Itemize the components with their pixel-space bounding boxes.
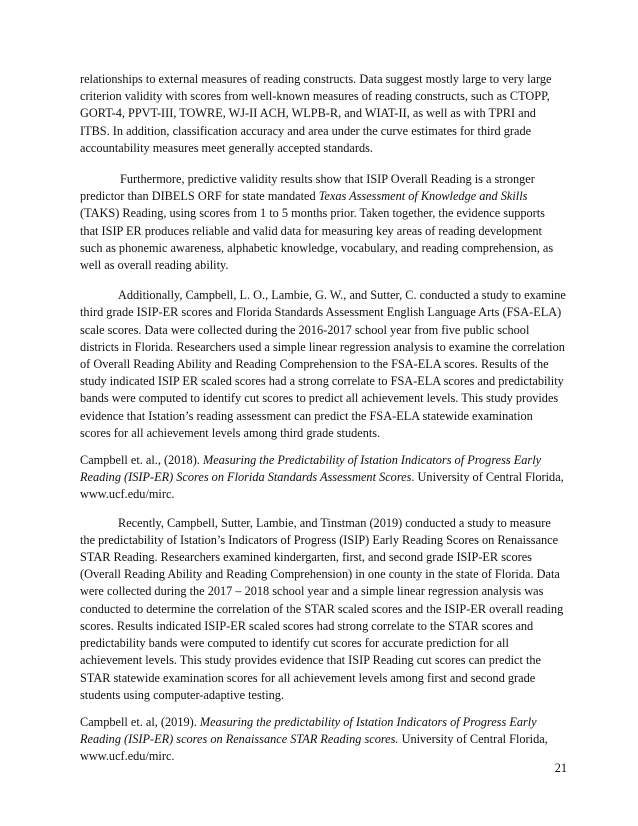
paragraph-star-study <box>80 515 566 704</box>
italic-title-taks: Texas Assessment of Knowledge and Skills <box>318 189 528 204</box>
reference-source: University of Central Florida, www.ucf.edu/mirc. <box>80 732 548 764</box>
paragraph-validity-relationships <box>80 71 566 157</box>
reference-title: Measuring the Predictability of Istation Indicators of Progress Early Reading (ISIP-ER) Scores on Florida Standards Assessment Scores <box>80 453 542 485</box>
reference-author: Campbell et. al, (2019). <box>80 714 200 729</box>
paragraph-text: Additionally, Campbell, L. O., Lambie, G. W., and Sutter, C. conducted a study to examine third grade ISIP-ER scores and Florida Standards Assessment English Language Arts (FSA-ELA) scale scores. Data were collected during the 2016-2017 school year from five public school districts in Florida. Researchers used a simple linear regression analysis to examine the correlation of Overall Reading Ability and Reading Comprehension to the FSA-ELA scores. Results of the study indicated ISIP ER scaled scores had a strong correlate to FSA-ELA scores and predictability bands were computed to identify cut scores to predict all achievement levels. This study provides evidence that Istation’s reading assessment can predict the FSA-ELA statewide examination scores for all achievement levels among third grade students. <box>80 288 566 440</box>
paragraph-fsa-ela-study <box>80 287 566 442</box>
reference-title: Measuring the predictability of Istation Indicators of Progress Early Reading (ISIP-ER) scores on Renaissance STAR Reading scores. <box>80 714 537 747</box>
page-number: 21 <box>554 761 567 775</box>
paragraph-text: Furthermore, predictive validity results show that ISIP Overall Reading is a stronger predictor than DIBELS ORF for state mandated <box>80 172 535 204</box>
reference-2018 <box>80 452 566 504</box>
paragraph-predictive-validity <box>80 171 566 274</box>
paragraph-text: relationships to external measures of reading constructs. Data suggest mostly large to very large criterion validity with scores from well-known measures of reading constructs, such as CTOPP, GORT-4, PPVT-III, TOWRE, WJ-II ACH, WLPB-R, and WIAT-II, as well as with TPRI and ITBS. In addition, classification accuracy and area under the curve estimates for third grade accountability measures meet generally accepted standards. <box>80 72 552 155</box>
paragraph-text: (TAKS) Reading, using scores from 1 to 5 months prior. Taken together, the evidence supports that ISIP ER produces reliable and valid data for measuring key areas of reading development such as phonemic awareness, alphabetic knowledge, vocabulary, and reading comprehension, as well as overall reading ability. <box>80 206 554 273</box>
reference-source: . University of Central Florida, www.ucf.edu/mirc. <box>80 470 564 502</box>
reference-author: Campbell et. al., (2018). <box>80 453 203 468</box>
paragraph-text: Recently, Campbell, Sutter, Lambie, and Tinstman (2019) conducted a study to measure the predictability of Istation’s Indicators of Progress (ISIP) Early Reading Scores on Renaissance STAR Reading. Researchers examined kindergarten, first, and second grade ISIP-ER scores (Overall Reading Ability and Reading Comprehension) in one county in the state of Florida. Data were collected during the 2017 – 2018 school year and a simple linear regression analysis was conducted to determine the correlation of the STAR scaled scores and the ISIP-ER overall reading scores. Results indicated ISIP-ER scaled scores had strong correlate to the STAR scores and predictability bands were computed to identify cut scores for accurate prediction for all achievement levels. This study provides evidence that ISIP Reading cut scores can predict the STAR statewide examination scores for all achievement levels among first and second grade students using computer-adaptive testing. <box>80 515 564 702</box>
page-body <box>80 71 566 777</box>
reference-2019 <box>80 714 566 766</box>
